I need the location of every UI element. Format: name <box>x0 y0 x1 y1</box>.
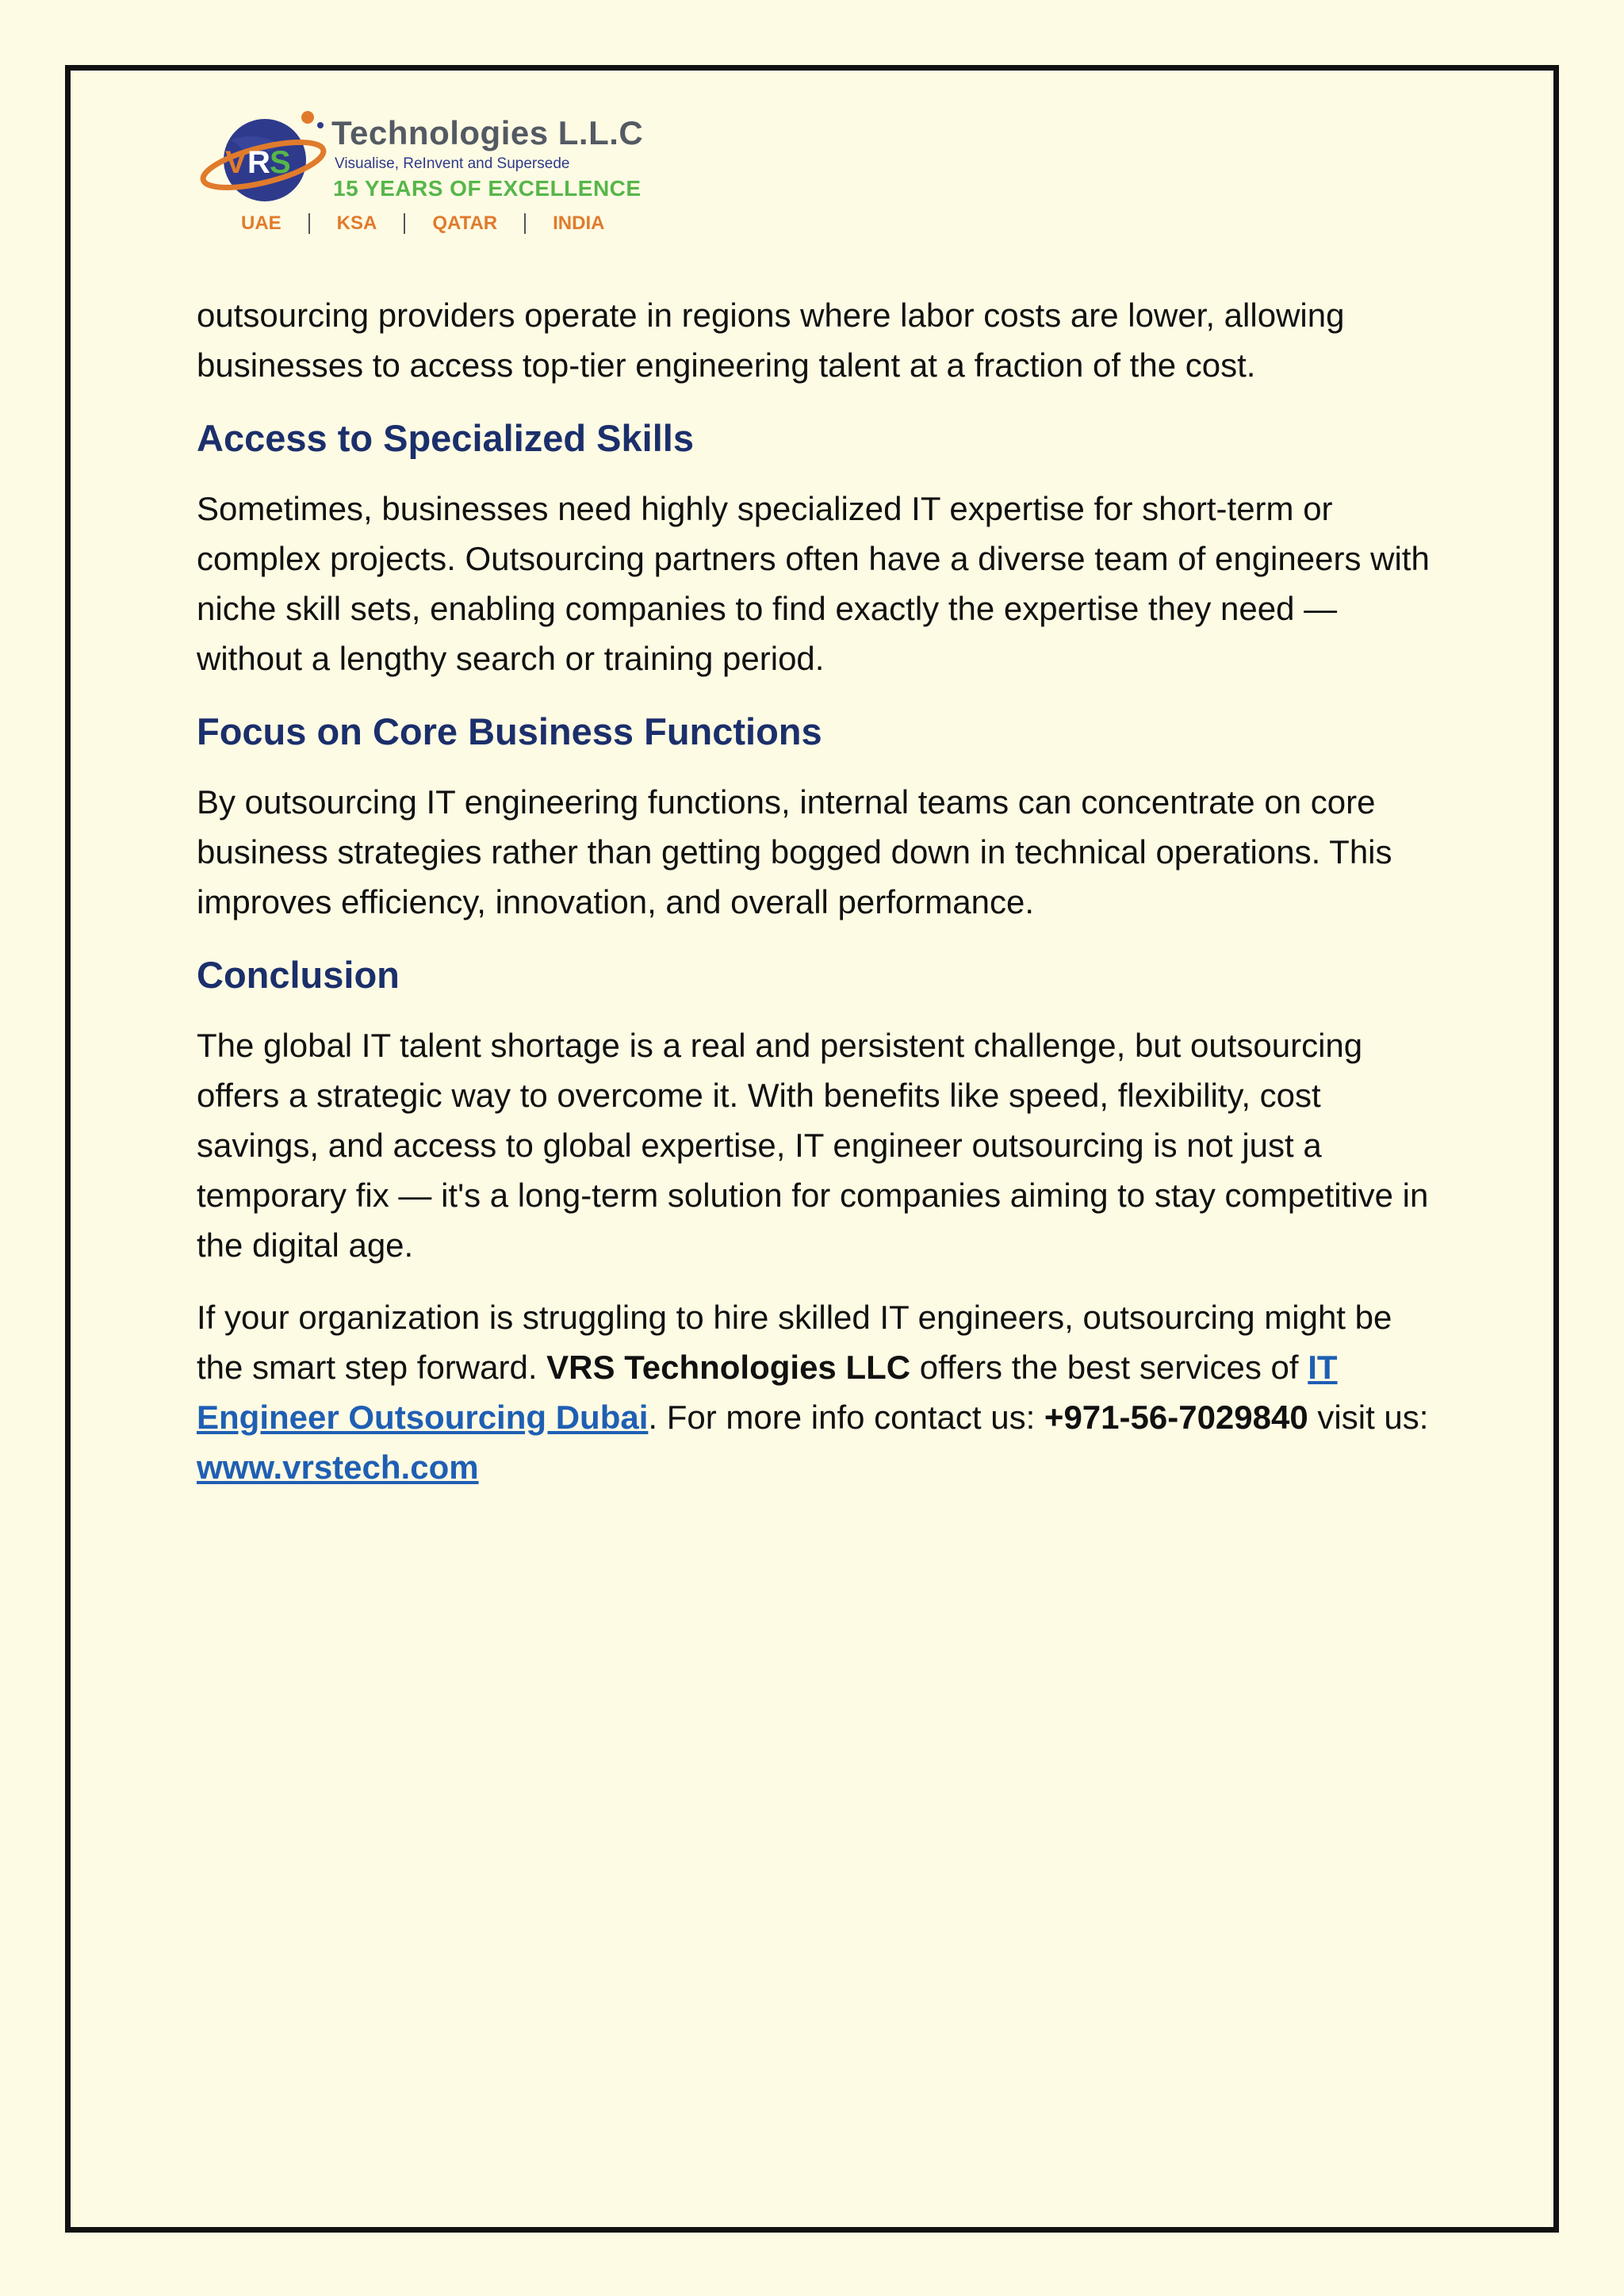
region-divider <box>308 213 310 234</box>
region-qatar: QATAR <box>432 212 498 234</box>
company-name-bold: VRS Technologies LLC <box>546 1349 911 1386</box>
logo-tagline: Visualise, ReInvent and Supersede <box>335 155 570 172</box>
section-heading-conclusion: Conclusion <box>197 954 400 996</box>
closing-paragraph <box>197 1292 1434 1492</box>
globe-logo-icon <box>200 108 335 211</box>
closing-text-3: . For more info contact us: <box>648 1399 1044 1436</box>
phone-number: +971-56-7029840 <box>1044 1399 1308 1436</box>
region-divider <box>404 213 405 234</box>
service-link[interactable]: IT Engineer Outsourcing Dubai <box>197 1349 1338 1436</box>
section-text-core-business: By outsourcing IT engineering functions, internal teams can concentrate on core business strategies rather than getting bogged down in technical operations. This improves efficiency, innovation, and overall performance. <box>197 783 1392 920</box>
region-ksa: KSA <box>336 212 377 234</box>
logo-company-name: Technologies L.L.C <box>331 114 644 151</box>
region-india: INDIA <box>553 212 605 234</box>
logo-excellence: 15 YEARS OF EXCELLENCE <box>333 176 642 201</box>
intro-paragraph: outsourcing providers operate in regions where labor costs are lower, allowing businesses to access top-tier engineering talent at a fraction of the cost. <box>197 297 1345 384</box>
section-text-specialized-skills: Sometimes, businesses need highly specialized IT expertise for short-term or complex projects. Outsourcing partners often have a diverse team of engineers with niche skill sets, enabling companies to find exactly the expertise they need — without a lengthy search or training period. <box>197 490 1430 677</box>
region-uae: UAE <box>241 212 282 234</box>
section-text-conclusion: The global IT talent shortage is a real and persistent challenge, but outsourcing offers a strategic way to overcome it. With benefits like speed, flexibility, cost savings, and access to global expertise, IT engineer outsourcing is not just a temporary fix — it's a long-term solution for companies aiming to stay competitive in the digital age. <box>197 1027 1429 1264</box>
closing-text-2: offers the best services of <box>910 1349 1308 1386</box>
document-body <box>197 290 1434 1514</box>
website-link[interactable]: www.vrstech.com <box>197 1448 479 1486</box>
section-heading-core-business: Focus on Core Business Functions <box>197 710 822 752</box>
logo-mark-r: R <box>247 145 270 180</box>
logo-mark-s: S <box>270 145 291 180</box>
logo-mark-v: V <box>225 145 247 180</box>
region-divider <box>524 213 526 234</box>
section-heading-specialized-skills: Access to Specialized Skills <box>197 417 694 459</box>
company-logo <box>200 108 644 243</box>
logo-regions <box>241 212 604 235</box>
closing-text-4: visit us: <box>1308 1399 1429 1436</box>
closing-text-1: If your organization is struggling to hire skilled IT engineers, outsourcing might be the smart step forward. <box>197 1299 1392 1386</box>
